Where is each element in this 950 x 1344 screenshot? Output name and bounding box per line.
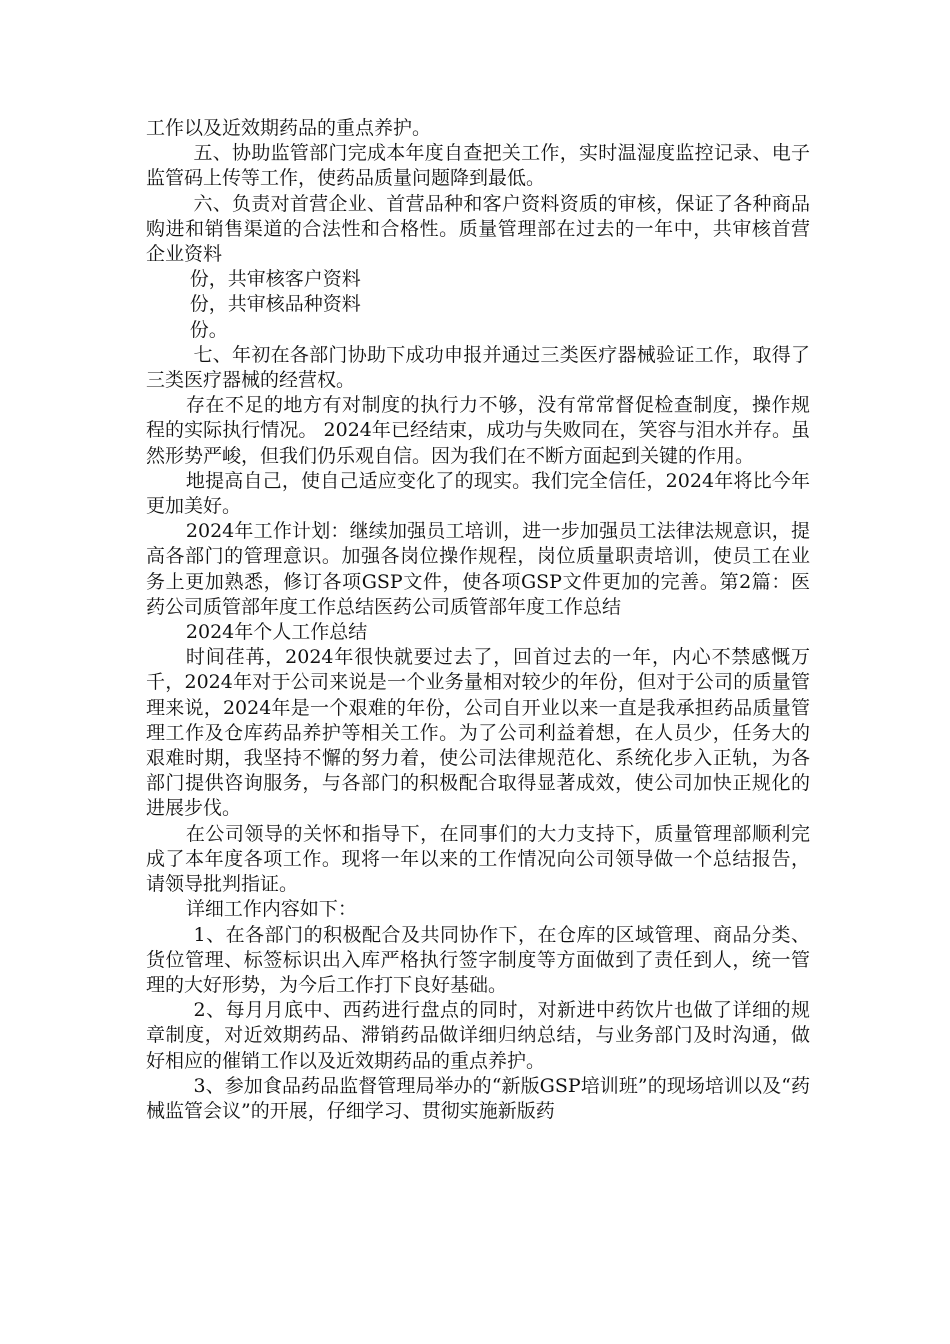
paragraph: 六、负责对首营企业、首营品种和客户资料资质的审核，保证了各种商品购进和销售渠道的合法性和合格性。质量管理部在过去的一年中，共审核首营企业资料 (146, 192, 810, 266)
paragraph: 时间荏苒，2024年很快就要过去了，回首过去的一年，内心不禁感慨万千，2024年对于公司来说是一个业务量相对较少的年份，但对于公司的质量管理来说，2024年是一个艰难的年份，公司自开业以来一直是我承担药品质量管理工作及仓库药品养护等相关工作。为了公司利益着想，在人员少，任务大的艰难时期，我坚持不懈的努力着，使公司法律规范化、系统化步入正轨，为各部门提供咨询服务，与各部门的积极配合取得显著成效，使公司加快正规化的进展步伐。 (146, 646, 810, 820)
list-item: 3、参加食品药品监督管理局举办的“新版GSP培训班”的现场培训以及“药械监管会议”的开展，仔细学习、贯彻实施新版药 (146, 1074, 810, 1122)
paragraph: 工作以及近效期药品的重点养护。 (146, 117, 432, 139)
paragraph: 地提高自己，使自己适应变化了的现实。我们完全信任，2024年将比今年更加美好。 (146, 469, 810, 518)
list-item: 1、在各部门的积极配合及共同协作下，在仓库的区域管理、商品分类、货位管理、标签标识出入库严格执行签字制度等方面做到了责任到人，统一管理的大好形势，为今后工作打下良好基础。 (146, 923, 810, 996)
section-heading: 2024年个人工作总结 (185, 621, 368, 644)
paragraph: 份。 (189, 318, 228, 341)
paragraph: 存在不足的地方有对制度的执行力不够，没有常常督促检查制度，操作规程的实际执行情况。 2024年已经结束，成功与失败同在，笑容与泪水并存。虽然形势严峻，但我们仍乐观自信。因为我们在不断方面起到关键的作用。 (146, 394, 810, 467)
paragraph: 2024年工作计划：继续加强员工培训，进一步加强员工法律法规意识，提高各部门的管理意识。加强各岗位操作规程，岗位质量职责培训，使员工在业务上更加熟悉，修订各项GSP文件，使各项GSP文件更加的完善。第2篇：医药公司质管部年度工作总结医药公司质管部年度工作总结 (146, 520, 810, 618)
paragraph: 份，共审核客户资料 (189, 268, 361, 291)
paragraph: 份，共审核品种资料 (189, 293, 361, 316)
document-page (146, 116, 810, 1124)
paragraph: 在公司领导的关怀和指导下，在同事们的大力支持下，质量管理部顺利完成了本年度各项工作。现将一年以来的工作情况向公司领导做一个总结报告，请领导批判指证。 (146, 822, 810, 896)
list-item: 2、每月月底中、西药进行盘点的同时，对新进中药饮片也做了详细的规章制度，对近效期药品、滞销药品做详细归纳总结，与业务部门及时沟通，做好相应的催销工作以及近效期药品的重点养护。 (146, 999, 810, 1072)
paragraph: 五、协助监管部门完成本年度自查把关工作，实时温湿度监控记录、电子监管码上传等工作，使药品质量问题降到最低。 (146, 142, 810, 190)
paragraph: 详细工作内容如下： (185, 898, 357, 921)
paragraph: 七、年初在各部门协助下成功申报并通过三类医疗器械验证工作，取得了三类医疗器械的经营权。 (146, 343, 810, 392)
